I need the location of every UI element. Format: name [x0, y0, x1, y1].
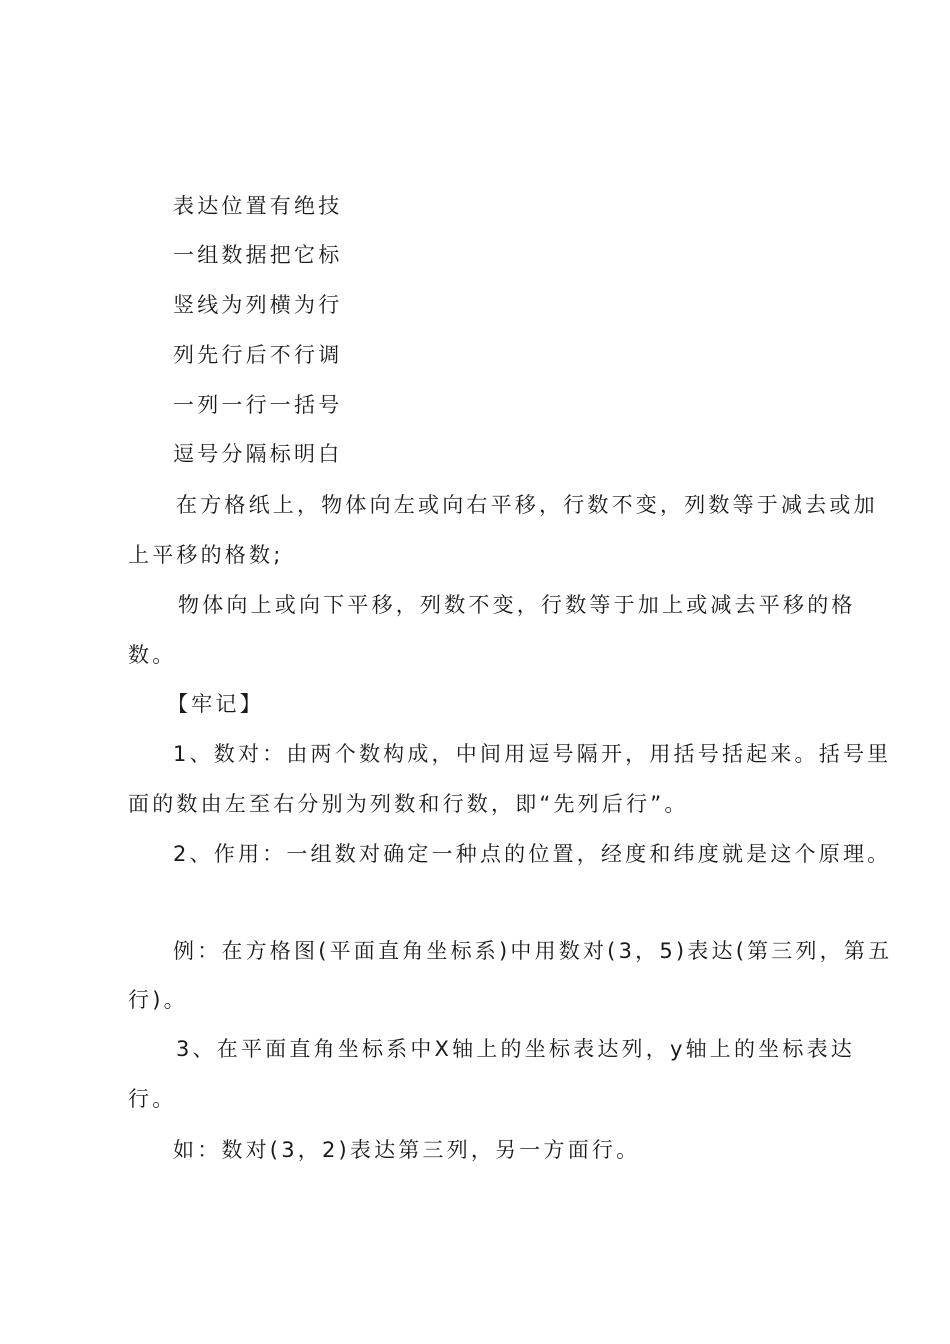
example-line-1: 例：在方格图(平面直角坐标系)中用数对(3，5)表达(第三列，第五 [173, 939, 893, 963]
section-title: 【牢记】 [167, 692, 264, 716]
item-3-line-1: 3、在平面直角坐标系中X轴上的坐标表达列，y轴上的坐标表达 [176, 1037, 855, 1061]
poem-line-4: 列先行后不行调 [173, 343, 343, 367]
paragraph-vertical-line-2: 数。 [128, 643, 177, 667]
item-1-line-1: 1、数对：由两个数构成，中间用逗号隔开，用括号括起来。括号里 [173, 742, 892, 766]
paragraph-horizontal-line-2: 上平移的格数; [128, 543, 284, 567]
item-1-line-2: 面的数由左至右分别为列数和行数，即“先列后行”。 [128, 792, 689, 816]
poem-line-3: 竖线为列横为行 [173, 293, 343, 317]
item-2: 2、作用：一组数对确定一种点的位置，经度和纬度就是这个原理。 [173, 842, 892, 866]
example-2: 如：数对(3，2)表达第三列，另一方面行。 [173, 1138, 641, 1162]
paragraph-horizontal-line-1: 在方格纸上，物体向左或向右平移，行数不变，列数等于减去或加 [176, 493, 878, 517]
item-3-line-2: 行。 [128, 1087, 177, 1111]
paragraph-vertical-line-1: 物体向上或向下平移，列数不变，行数等于加上或减去平移的格 [178, 593, 856, 617]
poem-line-2: 一组数据把它标 [173, 243, 343, 267]
poem-line-1: 表达位置有绝技 [173, 194, 343, 218]
example-line-2: 行)。 [128, 988, 188, 1012]
poem-line-5: 一列一行一括号 [173, 393, 343, 417]
poem-line-6: 逗号分隔标明白 [173, 442, 343, 466]
